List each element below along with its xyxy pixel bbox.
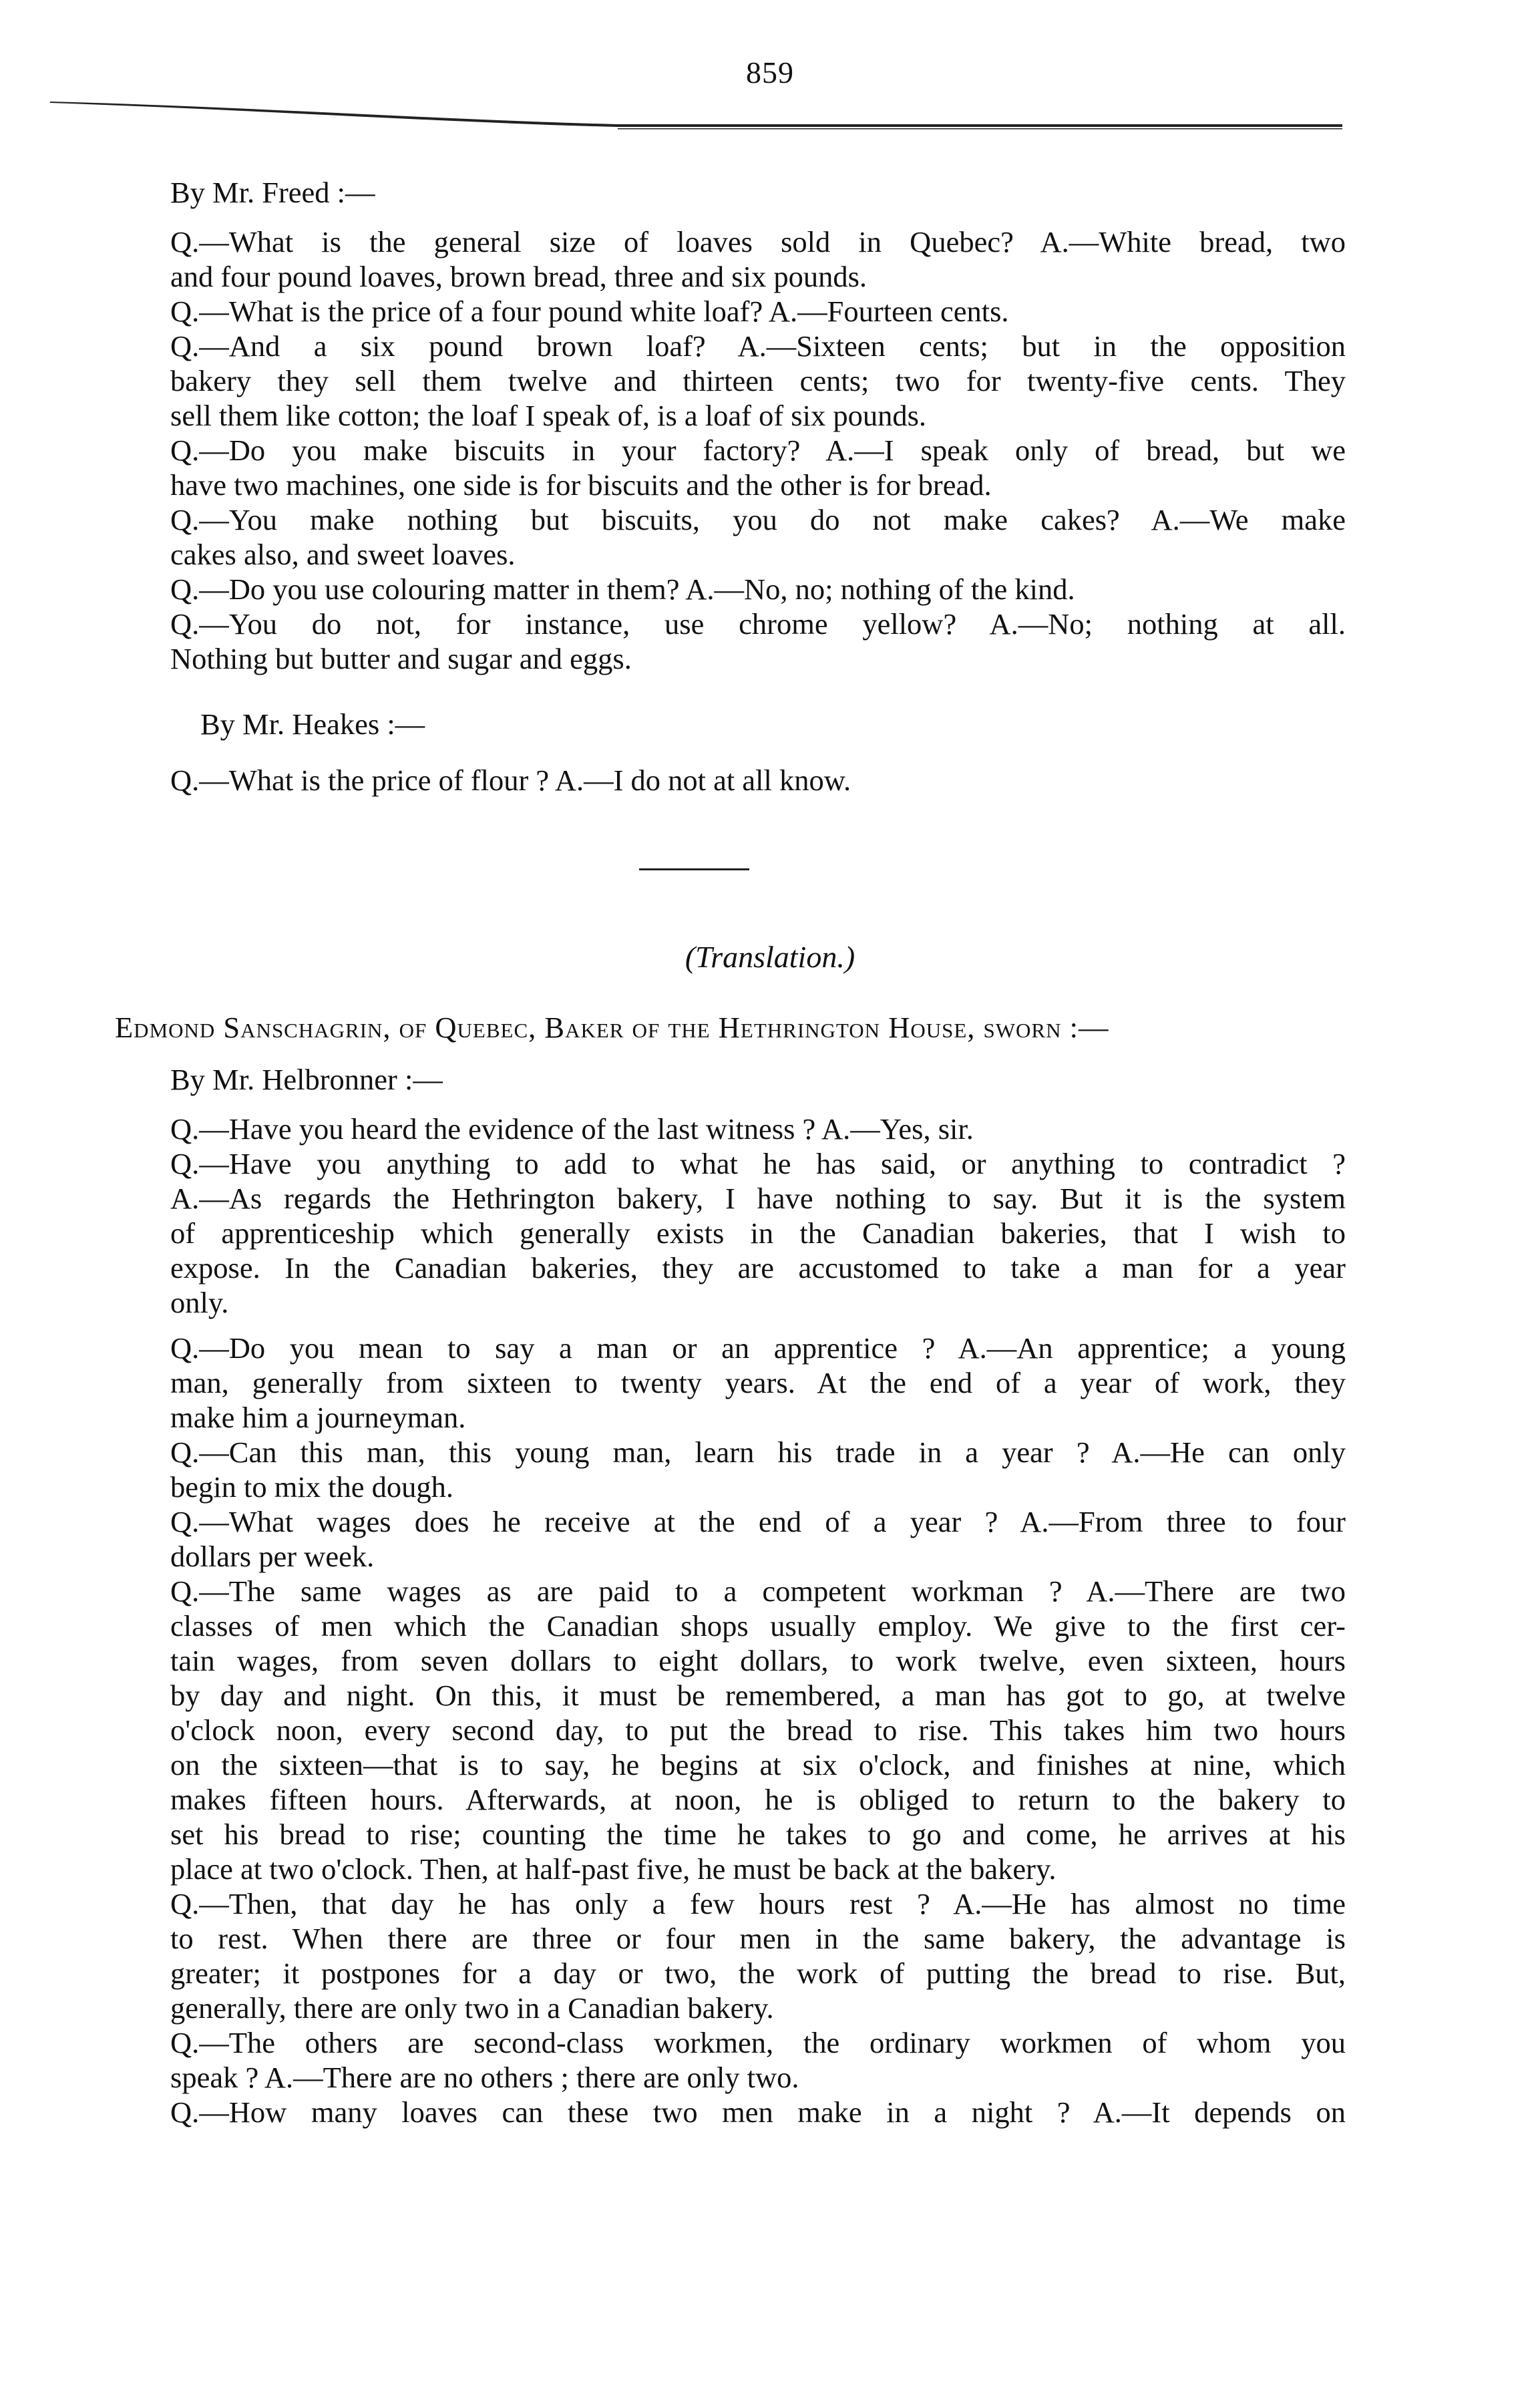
- text-line: bakery they sell them twelve and thirteen cents; two for twenty-five cents. They: [170, 364, 1346, 397]
- text-line: place at two o'clock. Then, at half-past five, he must be back at the bakery.: [170, 1852, 1056, 1886]
- text-line: o'clock noon, every second day, to put the bread to rise. This takes him two hours: [170, 1713, 1346, 1747]
- text-line: dollars per week.: [170, 1540, 375, 1573]
- text-line: Q.—How many loaves can these two men make in a night ? A.—It depends on: [170, 2095, 1346, 2129]
- text-line: Q.—You do not, for instance, use chrome yellow? A.—No; nothing at all.: [170, 607, 1346, 641]
- text-line: Q.—Do you make biscuits in your factory? A.—I speak only of bread, but we: [170, 434, 1346, 467]
- text-line: only.: [170, 1286, 229, 1319]
- text-line: on the sixteen—that is to say, he begins at six o'clock, and finishes at nine, which: [170, 1748, 1346, 1781]
- section-divider: [639, 868, 749, 870]
- translation-label: (Translation.): [685, 940, 855, 974]
- text-line: Q.—Then, that day he has only a few hours rest ? A.—He has almost no time: [170, 1887, 1346, 1920]
- text-line: by day and night. On this, it must be remembered, a man has got to go, at twelve: [170, 1679, 1346, 1712]
- header-rule: [50, 100, 1342, 130]
- text-line: Q.—Have you heard the evidence of the last witness ? A.—Yes, sir.: [170, 1112, 974, 1146]
- text-line: Nothing but butter and sugar and eggs.: [170, 642, 632, 675]
- text-line: make him a journeyman.: [170, 1401, 466, 1434]
- section-helbronner-text: [170, 1112, 1346, 1320]
- text-line: Q.—You make nothing but biscuits, you do not make cakes? A.—We make: [170, 503, 1346, 536]
- witness-line: [115, 1010, 1109, 1045]
- text-line: Q.—What is the general size of loaves sold in Quebec? A.—White bread, two: [170, 225, 1346, 259]
- speaker-heakes: By Mr. Heakes :—: [200, 707, 425, 741]
- text-line: Q.—Do you mean to say a man or an apprentice ? A.—An apprentice; a young: [170, 1331, 1346, 1365]
- page-number: 859: [746, 55, 794, 90]
- text-line: Q.—The same wages as are paid to a competent workman ? A.—There are two: [170, 1574, 1346, 1608]
- text-line: generally, there are only two in a Canadian bakery.: [170, 1991, 774, 2025]
- speaker-helbronner: By Mr. Helbronner :—: [170, 1063, 443, 1096]
- text-line: sell them like cotton; the loaf I speak of, is a loaf of six pounds.: [170, 399, 927, 432]
- text-line: have two machines, one side is for biscuits and the other is for bread.: [170, 468, 992, 502]
- text-line: Q.—What is the price of flour ? A.—I do not at all know.: [170, 763, 851, 797]
- text-line: makes fifteen hours. Afterwards, at noon, he is obliged to return to the bakery to: [170, 1783, 1346, 1816]
- text-line: greater; it postpones for a day or two, the work of putting the bread to rise. But,: [170, 1956, 1346, 1990]
- text-line: and four pound loaves, brown bread, three and six pounds.: [170, 260, 868, 293]
- text-line: to rest. When there are three or four men in the same bakery, the advantage is: [170, 1922, 1346, 1955]
- text-line: Q.—And a six pound brown loaf? A.—Sixteen cents; but in the opposition: [170, 329, 1346, 363]
- section-freed-text: [170, 224, 1346, 676]
- text-line: expose. In the Canadian bakeries, they are accustomed to take a man for a year: [170, 1251, 1346, 1285]
- text-line: speak ? A.—There are no others ; there are only two.: [170, 2061, 799, 2094]
- speaker-freed: By Mr. Freed :—: [170, 176, 375, 209]
- text-line: cakes also, and sweet loaves.: [170, 538, 516, 571]
- text-line: of apprenticeship which generally exists in the Canadian bakeries, that I wish to: [170, 1216, 1346, 1250]
- text-line: Q.—Do you use colouring matter in them? A.—No, no; nothing of the kind.: [170, 572, 1075, 606]
- text-line: classes of men which the Canadian shops usually employ. We give to the first cer-: [170, 1609, 1346, 1643]
- text-line: Q.—Have you anything to add to what he has said, or anything to contradict ?: [170, 1147, 1346, 1180]
- text-line: Q.—What wages does he receive at the end of a year ? A.—From three to four: [170, 1505, 1346, 1538]
- text-line: tain wages, from seven dollars to eight dollars, to work twelve, even sixteen, hours: [170, 1644, 1346, 1677]
- text-line: Q.—The others are second-class workmen, the ordinary workmen of whom you: [170, 2026, 1346, 2059]
- text-line: set his bread to rise; counting the time he takes to go and come, he arrives at his: [170, 1818, 1346, 1851]
- text-line: man, generally from sixteen to twenty years. At the end of a year of work, they: [170, 1366, 1346, 1399]
- section-apprentice-text: [170, 1331, 1346, 2129]
- section-heakes-text: [170, 763, 1346, 798]
- text-line: A.—As regards the Hethrington bakery, I have nothing to say. But it is the system: [170, 1182, 1346, 1215]
- text-line: begin to mix the dough.: [170, 1470, 453, 1504]
- witness-text: Edmond Sanschagrin, of Quebec, Baker of the Hethrington House, sworn :—: [115, 1011, 1109, 1044]
- text-line: Q.—What is the price of a four pound white loaf? A.—Fourteen cents.: [170, 295, 1009, 328]
- text-line: Q.—Can this man, this young man, learn his trade in a year ? A.—He can only: [170, 1435, 1346, 1469]
